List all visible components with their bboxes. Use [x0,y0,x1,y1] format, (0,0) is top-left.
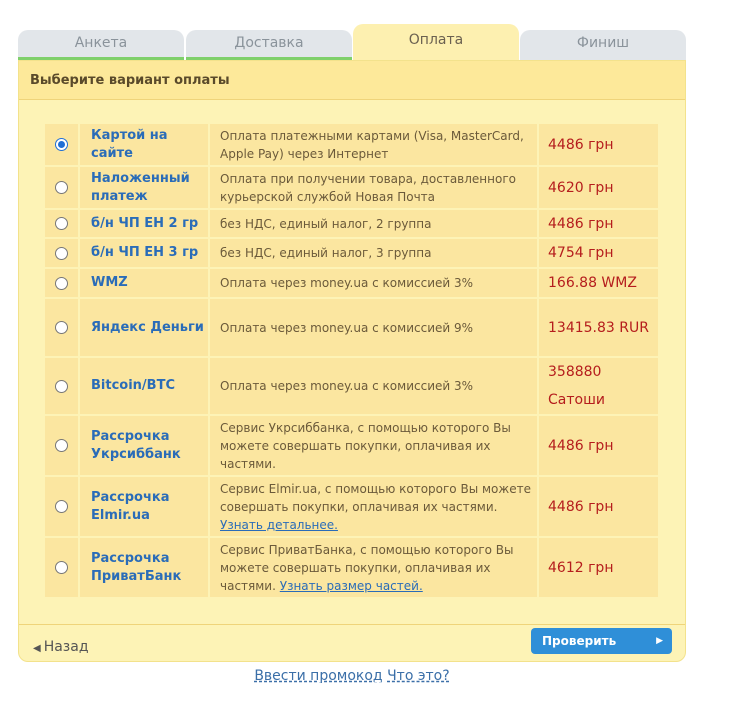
option-radio[interactable] [55,217,68,230]
promo-links [0,668,704,684]
payment-option-row[interactable] [45,269,660,297]
option-radio[interactable] [55,277,68,290]
option-description-text: Сервис Elmir.ua, с помощью которого Вы можете совершать покупки, оплачивая их частями. [220,481,531,514]
option-name[interactable]: Картой на сайте [80,124,208,165]
payment-option-row[interactable] [45,167,660,208]
payment-panel [18,60,686,674]
option-radio[interactable] [55,561,68,574]
option-name[interactable]: б/н ЧП ЕН 3 гр [80,239,208,267]
option-name[interactable]: б/н ЧП ЕН 2 гр [80,210,208,237]
option-description: Оплата через money.ua с комиссией 3% [210,358,537,414]
option-name[interactable]: Bitcoin/BTC [80,358,208,414]
radio-cell[interactable] [45,299,78,356]
option-description: Сервис Укрсиббанка, с помощью которого Вы можете совершать покупки, оплачивая их частями. [210,416,537,475]
option-price: 4486 грн [539,124,658,165]
option-description: без НДС, единый налог, 2 группа [210,210,537,237]
payment-option-row[interactable] [45,358,660,414]
radio-cell[interactable] [45,358,78,414]
option-name[interactable]: Рассрочка Elmir.ua [80,477,208,536]
panel-title: Выберите вариант оплаты [19,61,685,100]
details-link[interactable]: Узнать детальнее. [220,517,338,532]
triangle-left-icon: ◀ [33,643,41,654]
option-description: без НДС, единый налог, 3 группа [210,239,537,267]
back-label: Назад [43,639,89,655]
option-description: Оплата платежными картами (Visa, MasterCard, Apple Pay) через Интернет [210,124,537,165]
option-radio[interactable] [55,138,68,151]
payment-option-row[interactable] [45,299,660,356]
checkout-tabs [18,24,686,60]
option-radio[interactable] [55,439,68,452]
option-price: 358880 Сатоши [539,358,658,414]
option-name[interactable]: Наложенный платеж [80,167,208,208]
radio-cell[interactable] [45,167,78,208]
radio-cell[interactable] [45,210,78,237]
option-name[interactable]: WMZ [80,269,208,297]
tab-finish[interactable]: Финиш [520,30,686,60]
option-description [210,538,537,597]
payment-option-row[interactable] [45,477,660,536]
tab-delivery[interactable]: Доставка [186,30,352,60]
option-price: 4620 грн [539,167,658,208]
check-label: Проверить данные [542,634,617,674]
installment-size-link[interactable]: Узнать размер частей. [279,578,423,593]
option-price: 4486 грн [539,210,658,237]
option-description: Оплата при получении товара, доставленного курьерской службой Новая Почта [210,167,537,208]
what-is-this-link[interactable]: Что это? [387,668,450,684]
option-description [210,477,537,536]
radio-cell[interactable] [45,269,78,297]
option-description: Оплата через money.ua с комиссией 9% [210,299,537,356]
option-description: Оплата через money.ua с комиссией 3% [210,269,537,297]
triangle-right-icon: ▶ [656,636,663,646]
option-name[interactable]: Рассрочка Укрсиббанк [80,416,208,475]
option-radio[interactable] [55,380,68,393]
radio-cell[interactable] [45,124,78,165]
option-price: 166.88 WMZ [539,269,658,297]
option-radio[interactable] [55,247,68,260]
option-radio[interactable] [55,500,68,513]
payment-option-row[interactable] [45,538,660,597]
panel-footer [19,624,685,674]
back-button[interactable] [33,639,89,655]
option-radio[interactable] [55,181,68,194]
radio-cell[interactable] [45,416,78,475]
option-description-text: Сервис ПриватБанка, с помощью которого Вы можете совершать покупки, оплачивая их частями. [220,542,514,593]
payment-option-row[interactable] [45,124,660,165]
option-price: 4754 грн [539,239,658,267]
enter-promo-link[interactable]: Ввести промокод [254,668,383,684]
option-price: 4612 грн [539,538,658,597]
radio-cell[interactable] [45,538,78,597]
option-price: 4486 грн [539,416,658,475]
option-name[interactable]: Яндекс Деньги [80,299,208,356]
radio-cell[interactable] [45,477,78,536]
option-radio[interactable] [55,321,68,334]
payment-option-row[interactable] [45,239,660,267]
tab-anketa[interactable]: Анкета [18,30,184,60]
option-price: 4486 грн [539,477,658,536]
option-name[interactable]: Рассрочка ПриватБанк [80,538,208,597]
payment-option-row[interactable] [45,416,660,475]
option-price: 13415.83 RUR [539,299,658,356]
tab-payment[interactable]: Оплата [353,24,519,60]
radio-cell[interactable] [45,239,78,267]
payment-option-row[interactable] [45,210,660,237]
check-data-button[interactable] [531,628,672,674]
